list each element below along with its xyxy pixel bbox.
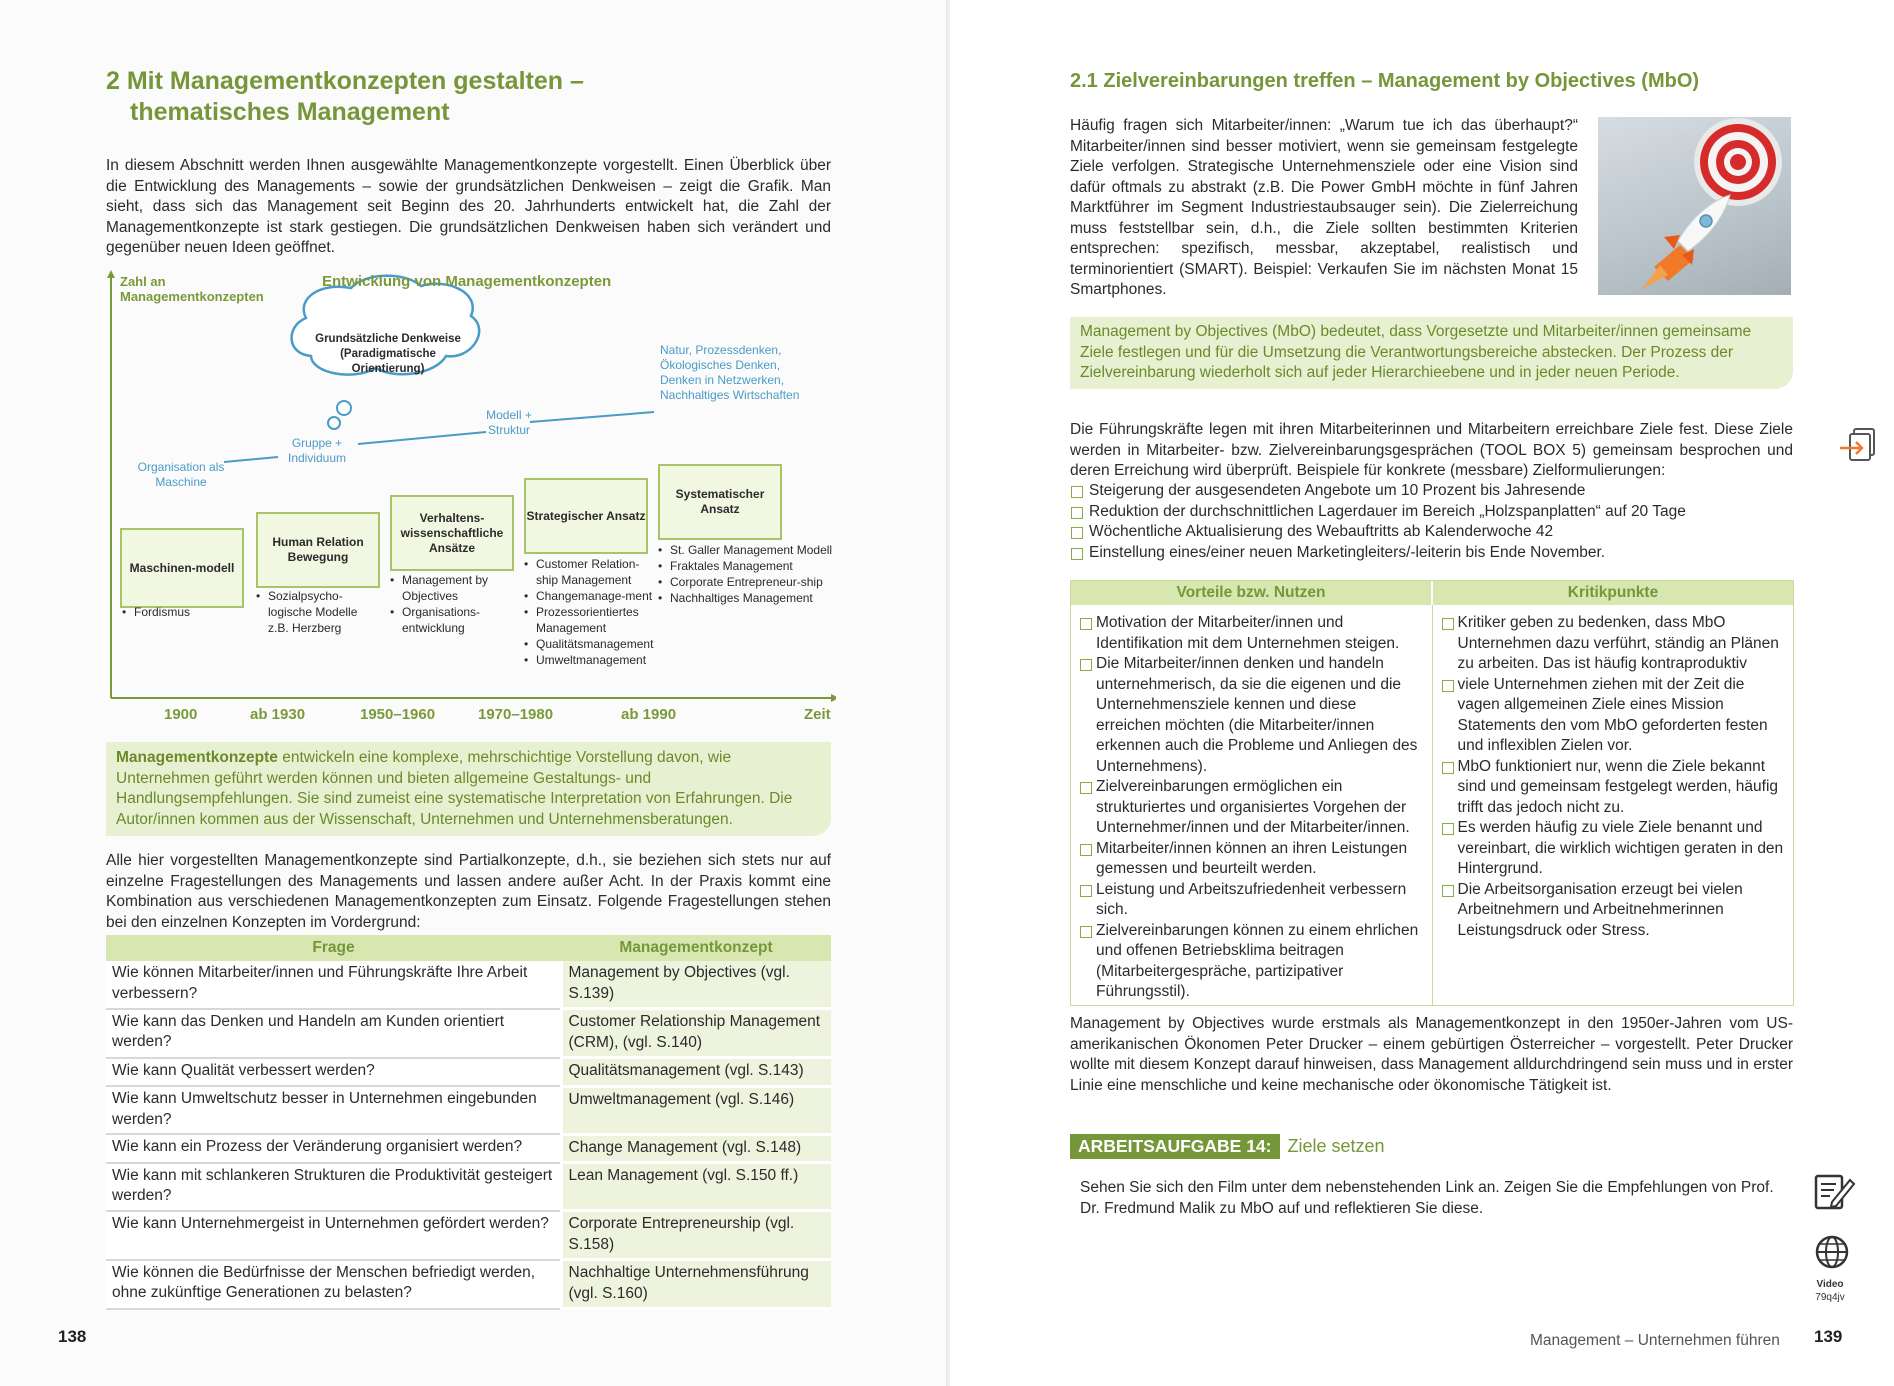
list-item: Mitarbeiter/innen können an ihren Leistungen gemessen und beurteilt werden. [1079, 839, 1424, 880]
chart-y-axis-label: Zahl an Managementkonzepten [120, 274, 264, 304]
rocket-target-illustration [1598, 117, 1791, 295]
arrow-link-icon[interactable] [1840, 426, 1880, 466]
concept-cell: Management by Objectives (vgl. S.139) [561, 961, 831, 1009]
book-gutter [946, 0, 950, 1386]
era-item: • Fraktales Management [658, 558, 834, 574]
era-box-1900: Maschinen-modell [120, 528, 244, 608]
question-cell: Wie kann Unternehmergeist in Unternehmen gefördert werden? [106, 1211, 561, 1260]
mbo-intro-paragraph: Häufig fragen sich Mitarbeiter/innen: „Warum tue ich das überhaupt?“ Mitarbeiter/innen sind besser motiviert, wenn sie gemeinsam festgelegte Ziele verfolgen. Strategische Unternehmensziele oder eine Vision sind dafür oftmals zu abstrakt (z.B. Die Power GmbH möchte in fünf Jahren Marktführer im Segment Industriestaubsauger sein). Die Zielerreichung muss feststellbar sein, d.h., die Ziele sollten bestimmten Kriterien entsprechen: spezifisch, messbar, akzeptabel, realistisch und terminorientiert (SMART). Beispiel: Verkaufen Sie im nächsten Monat 15 Smartphones. [1070, 117, 1578, 298]
era-item: • Nachhaltiges Management [658, 590, 834, 606]
goals-paragraph: Die Führungskräfte legen mit ihren Mitarbeiterinnen und Mitarbeitern erreichbare Ziele fest. Diese Ziele werden in Mitarbeiter- bzw. Zielvereinbarungsgesprächen (TOOL BOX 5) gemeinsam besprochen und deren Erreichung wird überprüft. Beispiele für konkrete (messbare) Zielformulierungen: [1070, 421, 1793, 479]
era-item: • Sozialpsycho-logische Modelle z.B. Herzberg [256, 588, 378, 636]
table-row [106, 961, 831, 1009]
question-cell: Wie kann Qualität verbessert werden? [106, 1058, 561, 1087]
era-item: • Fordismus [122, 604, 242, 620]
era-box-1930: Human Relation Bewegung [256, 512, 380, 588]
era-item: • Customer Relation-ship Management [524, 556, 660, 588]
definition-term: Managementkonzepte [116, 749, 278, 766]
cons-list [1433, 605, 1794, 1005]
trend-label-gruppe: Gruppe + Individuum [287, 436, 347, 465]
list-item: Wöchentliche Aktualisierung des Webauftritts ab Kalenderwoche 42 [1070, 522, 1793, 543]
goal-examples-list [1070, 481, 1793, 563]
list-item: Reduktion der durchschnittlichen Lagerdauer im Bereich „Holzspanplatten“ auf 20 Tage [1070, 502, 1793, 523]
video-link-label[interactable] [1806, 1278, 1854, 1304]
year-tick-1930: ab 1930 [250, 706, 306, 723]
trend-label-natur: Natur, Prozessdenken, Ökologisches Denken, Denken in Netzwerken, Nachhaltiges Wirtschaften [660, 343, 800, 402]
era-items-1950 [390, 572, 514, 636]
page-number-left: 138 [58, 1327, 87, 1346]
definition-text: entwickeln eine komplexe, mehrschichtige Vorstellung davon, wie Unternehmen geführt werden können und bieten allgemeine Gestaltungs- und Handlungsempfehlungen. Sie sind zumeist eine systematische Interpretation von Erfahrungen. Die Autor/innen kommen aus der Wissenschaft, Unternehmen und Unternehmensberatungen. [116, 749, 793, 828]
trend-label-modell: Modell + Struktur [486, 408, 532, 437]
year-tick-1970: 1970–1980 [478, 706, 554, 723]
section-title: 2.1 Zielvereinbarungen treffen – Management by Objectives (MbO) [1070, 70, 1700, 92]
year-tick-1900: 1900 [164, 706, 198, 723]
pros-list [1071, 605, 1433, 1005]
era-item: • Umweltmanagement [524, 652, 660, 668]
table-row [106, 1134, 831, 1163]
concept-cell: Customer Relationship Management (CRM), (vgl. S.140) [561, 1009, 831, 1058]
chapter-title-line2: thematisches Management [130, 98, 450, 126]
list-item: Zielvereinbarungen können zu einem ehrlichen und offenen Betriebsklima beitragen (Mitarbeitergespräche, partizipativer Führungsstil). [1079, 921, 1424, 1003]
pros-cons-table [1070, 580, 1794, 1006]
list-item: viele Unternehmen ziehen mit der Zeit die vagen allgemeinen Ziele eines Mission Statements den vom MbO geforderten festen und inflexiblen Zielen vor. [1441, 675, 1786, 757]
intro-paragraph: In diesem Abschnitt werden Ihnen ausgewählte Managementkonzepte vorgestellt. Einen Überblick über die Entwicklung des Managements – sowie der grundsätzlichen Denkweisen – zeigt die Grafik. Man sieht, dass sich das Management seit Beginn des 20. Jahrhunderts entwickelt hat, die Zahl der Managementkonzepte ist stark gestiegen. Die grundsätzlichen Denkweisen haben sich verändert und gegenüber neuen Ideen geöffnet. [106, 157, 831, 256]
question-cell: Wie kann ein Prozess der Veränderung organisiert werden? [106, 1134, 561, 1163]
task-text: Sehen Sie sich den Film unter dem nebenstehenden Link an. Zeigen Sie die Empfehlungen von Prof. Dr. Fredmund Malik zu MbO auf und reflektieren Sie diese. [1080, 1179, 1774, 1217]
question-cell: Wie kann mit schlankeren Strukturen die Produktivität gesteigert werden? [106, 1163, 561, 1211]
chart-title: Entwicklung von Managementkonzepten [322, 273, 612, 290]
partial-concepts-paragraph: Alle hier vorgestellten Managementkonzepte sind Partialkonzepte, d.h., sie beziehen sich stets nur auf einzelne Fragestellungen des Managements und lassen andere außer Acht. In der Praxis kommt eine Kombination aus verschiedenen Managementkonzepten zum Einsatz. Folgende Fragestellungen stehen bei den einzelnen Konzepten im Vordergrund: [106, 852, 831, 931]
era-item: • Changemanage-ment [524, 588, 660, 604]
list-item: Einstellung eines/einer neuen Marketingleiters/-leiterin bis Ende November. [1070, 543, 1793, 564]
era-item: • Management by Objectives [390, 572, 514, 604]
chapter-title [106, 66, 584, 128]
table-row [106, 1009, 831, 1058]
era-item: • Organisations-entwicklung [390, 604, 514, 636]
question-cell: Wie kann Umweltschutz besser in Unternehmen eingebunden werden? [106, 1086, 561, 1134]
era-items-1900 [122, 604, 242, 620]
concept-cell: Corporate Entrepreneurship (vgl. S.158) [561, 1211, 831, 1260]
list-item: Die Mitarbeiter/innen denken und handeln unternehmerisch, da sie die eigenen und die Unternehmensziele kennen und diese erreichen möchten (die Mitarbeiter/innen erkennen auch die Probleme und Anliegen des Unternehmens). [1079, 654, 1424, 777]
table-header-konzept: Managementkonzept [561, 935, 831, 961]
concept-cell: Umweltmanagement (vgl. S.146) [561, 1086, 831, 1134]
video-code: 79q4jv [1815, 1292, 1845, 1303]
x-axis-label: Zeit [804, 706, 831, 723]
rocket-target-image [1598, 117, 1791, 295]
questions-table [106, 935, 831, 1310]
cons-header: Kritikpunkte [1567, 584, 1659, 601]
era-box-1970: Strategischer Ansatz [524, 478, 648, 554]
edit-task-icon[interactable] [1812, 1170, 1856, 1214]
definition-box [106, 742, 831, 836]
drucker-paragraph: Management by Objectives wurde erstmals als Managementkonzept in den 1950er-Jahren vom US-amerikanischen Ökonomen Peter Drucker – einem gebürtigen Österreicher – vorgestellt. Peter Drucker wollte mit diesem Konzept darauf hinweisen, dass Management alldurchdringend sein muss und in erster Linie eine menschliche und keine mechanische oder ökonomische Tätigkeit ist. [1070, 1015, 1793, 1094]
list-item: Leistung und Arbeitszufriedenheit verbessern sich. [1079, 880, 1424, 921]
year-tick-1950: 1950–1960 [360, 706, 436, 723]
era-items-1970 [524, 556, 660, 668]
concept-cell: Qualitätsmanagement (vgl. S.143) [561, 1058, 831, 1087]
list-item: MbO funktioniert nur, wenn die Ziele bekannt sind und gemeinsam festgelegt werden, häufig trifft das jedoch nicht zu. [1441, 757, 1786, 819]
era-box-1990: Systematischer Ansatz [658, 464, 782, 540]
task-title: Ziele setzen [1287, 1136, 1385, 1156]
running-footer: Management – Unternehmen führen [1530, 1332, 1780, 1349]
concept-cell: Lean Management (vgl. S.150 ff.) [561, 1163, 831, 1211]
era-box-1950: Verhaltens-wissenschaftliche Ansätze [390, 495, 514, 571]
era-items-1990 [658, 542, 834, 606]
year-tick-1990: ab 1990 [621, 706, 677, 723]
trend-label-organisation: Organisation als Maschine [137, 460, 225, 489]
era-item: • Corporate Entrepreneur-ship [658, 574, 834, 590]
era-item: • Qualitätsmanagement [524, 636, 660, 652]
question-cell: Wie können Mitarbeiter/innen und Führungskräfte Ihre Arbeit verbessern? [106, 961, 561, 1009]
task-tag: ARBEITSAUFGABE 14: [1070, 1134, 1280, 1159]
list-item: Zielvereinbarungen ermöglichen ein strukturiertes und organisiertes Vorgehen der Unternehmer/innen und der Mitarbeiter/innen. [1079, 777, 1424, 839]
table-header-frage: Frage [106, 935, 561, 961]
pros-header: Vorteile bzw. Nutzen [1071, 581, 1433, 605]
era-item: • St. Galler Management Modell [658, 542, 834, 558]
page-number-right: 139 [1814, 1327, 1843, 1346]
list-item: Es werden häufig zu viele Ziele benannt und vereinbart, die wirklich wichtigen geraten in den Hintergrund. [1441, 818, 1786, 880]
table-row [106, 1086, 831, 1134]
mbo-definition-box: Management by Objectives (MbO) bedeutet, dass Vorgesetzte und Mitarbeiter/innen gemeinsame Ziele festlegen und für die Umsetzung die Verantwortungsbereiche abstecken. Der Prozess der Zielvereinbarung wiederholt sich auf jeder Hierarchieebene und in jeder neuen Periode. [1070, 317, 1793, 389]
era-item: • Prozessorientiertes Management [524, 604, 660, 636]
list-item: Die Arbeitsorganisation erzeugt bei vielen Arbeitnehmern und Arbeitnehmerinnen Leistungsdruck oder Stress. [1441, 880, 1786, 942]
list-item: Steigerung der ausgesendeten Angebote um 10 Prozent bis Jahresende [1070, 481, 1793, 502]
concept-timeline-chart [106, 270, 836, 730]
task-heading [1070, 1134, 1385, 1159]
question-cell: Wie können die Bedürfnisse der Menschen befriedigt werden, ohne zukünftige Generationen zu belasten? [106, 1260, 561, 1309]
paradigm-cloud-label: Grundsätzliche Denkweise (Paradigmatische Orientierung) [315, 333, 461, 375]
table-row [106, 1163, 831, 1211]
chapter-title-line1: 2 Mit Managementkonzepten gestalten – [106, 67, 584, 95]
concept-cell: Nachhaltige Unternehmensführung (vgl. S.160) [561, 1260, 831, 1309]
globe-link-icon[interactable] [1812, 1232, 1852, 1272]
table-row [106, 1260, 831, 1309]
table-row [106, 1211, 831, 1260]
question-cell: Wie kann das Denken und Handeln am Kunden orientiert werden? [106, 1009, 561, 1058]
era-items-1930 [256, 588, 378, 636]
concept-cell: Change Management (vgl. S.148) [561, 1134, 831, 1163]
list-item: Motivation der Mitarbeiter/innen und Identifikation mit dem Unternehmen steigen. [1079, 613, 1424, 654]
list-item: Kritiker geben zu bedenken, dass MbO Unternehmen dazu verführt, ständig an Plänen zu arbeiten. Das ist häufig kontraproduktiv [1441, 613, 1786, 675]
video-label: Video [1816, 1279, 1844, 1290]
table-row [106, 1058, 831, 1087]
